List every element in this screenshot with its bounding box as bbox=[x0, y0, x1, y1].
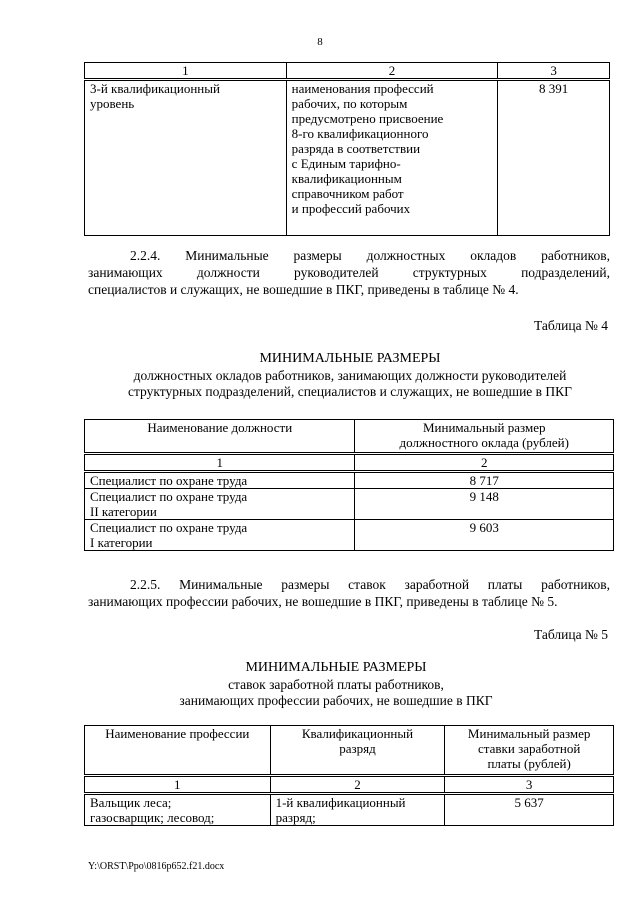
rate-cell: 5 637 bbox=[445, 794, 614, 826]
header-cell-position: Наименование должности bbox=[85, 420, 355, 454]
profession-name-cell bbox=[85, 794, 271, 826]
cell-line: платы (рублей) bbox=[487, 756, 571, 771]
table-row bbox=[85, 520, 614, 551]
paragraph-2-2-5 bbox=[88, 576, 610, 610]
cell-line: наименования профессий bbox=[291, 81, 434, 96]
header-cell-profession: Наименование профессии bbox=[85, 726, 271, 776]
column-number-cell: 2 bbox=[355, 454, 614, 472]
subtitle-line: структурных подразделений, специалистов и служащих, не вошедшие в ПКГ bbox=[128, 384, 572, 399]
column-number-cell: 1 bbox=[85, 454, 355, 472]
paragraph-line: специалистов и служащих, не вошедшие в ПКГ, приведены в таблице № 4. bbox=[88, 282, 519, 297]
table-4-header-row bbox=[85, 420, 614, 454]
table-5-title: МИНИМАЛЬНЫЕ РАЗМЕРЫ bbox=[245, 660, 427, 675]
footer-file-path: Y:\ORST\Ppo\0816p652.f21.docx bbox=[88, 861, 225, 872]
cell-line: рабочих, по которым bbox=[291, 96, 408, 111]
cell-line: Специалист по охране труда bbox=[90, 520, 248, 535]
grade-cell bbox=[270, 794, 445, 826]
table-4-title: МИНИМАЛЬНЫЕ РАЗМЕРЫ bbox=[259, 351, 441, 366]
cell-line: Вальщик леса; bbox=[90, 795, 172, 810]
position-name-cell bbox=[85, 472, 355, 489]
paragraph-line: занимающих профессии рабочих, не вошедшие в ПКГ, приведены в таблице № 5. bbox=[88, 594, 558, 609]
header-cell-rate bbox=[445, 726, 614, 776]
table-5-label: Таблица № 5 bbox=[534, 627, 608, 642]
table-top-header-cell: 2 bbox=[286, 63, 498, 80]
level-cell bbox=[85, 80, 287, 236]
cell-line: справочником работ bbox=[291, 186, 404, 201]
cell-line: с Единым тарифно- bbox=[291, 156, 401, 171]
cell-line: I категории bbox=[90, 535, 153, 550]
cell-line: квалификационным bbox=[291, 171, 402, 186]
salary-cell: 8 717 bbox=[355, 472, 614, 489]
table-4-subtitle bbox=[0, 368, 640, 400]
salary-cell: 8 391 bbox=[498, 80, 610, 236]
cell-line: и профессий рабочих bbox=[291, 201, 411, 216]
cell-line: предусмотрено присвоение bbox=[291, 111, 444, 126]
cell-line: уровень bbox=[90, 96, 135, 111]
paragraph-line: 2.2.4. Минимальные размеры должностных окладов работников, bbox=[130, 248, 610, 263]
subtitle-line: занимающих профессии рабочих, не вошедшие в ПКГ bbox=[179, 693, 493, 708]
table-top-header-row bbox=[85, 63, 610, 80]
salary-cell: 9 603 bbox=[355, 520, 614, 551]
table-row bbox=[85, 794, 614, 826]
column-number-cell: 1 bbox=[85, 776, 271, 794]
table-4-label: Таблица № 4 bbox=[534, 318, 608, 333]
header-cell-salary bbox=[355, 420, 614, 454]
subtitle-line: ставок заработной платы работников, bbox=[228, 677, 444, 692]
table-top-header-cell: 3 bbox=[498, 63, 610, 80]
paragraph-line: занимающих должности руководителей структурных подразделений, bbox=[88, 265, 610, 280]
cell-line: ставки заработной bbox=[478, 741, 581, 756]
position-name-cell bbox=[85, 489, 355, 520]
cell-line: 1-й квалификационный bbox=[275, 795, 406, 810]
table-top-header-cell: 1 bbox=[85, 63, 287, 80]
header-cell-grade bbox=[270, 726, 445, 776]
cell-line: 3-й квалификационный bbox=[90, 81, 220, 96]
table-5-subtitle bbox=[0, 677, 640, 709]
table-row bbox=[85, 472, 614, 489]
column-number-cell: 2 bbox=[270, 776, 445, 794]
table-row bbox=[85, 489, 614, 520]
table-top bbox=[84, 62, 610, 236]
salary-cell: 9 148 bbox=[355, 489, 614, 520]
subtitle-line: должностных окладов работников, занимающих должности руководителей bbox=[133, 368, 567, 383]
table-row bbox=[85, 80, 610, 236]
cell-line: 8-го квалификационного bbox=[291, 126, 429, 141]
cell-line: Квалификационный bbox=[301, 726, 414, 741]
cell-line: разряда в соответствии bbox=[291, 141, 421, 156]
table-4 bbox=[84, 419, 614, 551]
cell-line: II категории bbox=[90, 504, 157, 519]
cell-line: Минимальный размер bbox=[422, 420, 546, 435]
paragraph-2-2-4 bbox=[88, 247, 610, 298]
profession-cell bbox=[286, 80, 498, 236]
position-name-cell bbox=[85, 520, 355, 551]
table-5-number-row bbox=[85, 776, 614, 794]
table-5 bbox=[84, 725, 614, 826]
page-number: 8 bbox=[317, 36, 323, 48]
paragraph-line: 2.2.5. Минимальные размеры ставок заработной платы работников, bbox=[130, 577, 610, 592]
cell-line: Специалист по охране труда bbox=[90, 489, 248, 504]
table-5-header-row bbox=[85, 726, 614, 776]
column-number-cell: 3 bbox=[445, 776, 614, 794]
cell-line: Минимальный размер bbox=[467, 726, 591, 741]
cell-line: разряд; bbox=[275, 810, 316, 825]
table-4-number-row bbox=[85, 454, 614, 472]
cell-line: газосварщик; лесовод; bbox=[90, 810, 215, 825]
cell-line: должностного оклада (рублей) bbox=[399, 435, 569, 450]
cell-line: разряд bbox=[339, 741, 376, 756]
cell-line: Специалист по охране труда bbox=[90, 473, 248, 488]
